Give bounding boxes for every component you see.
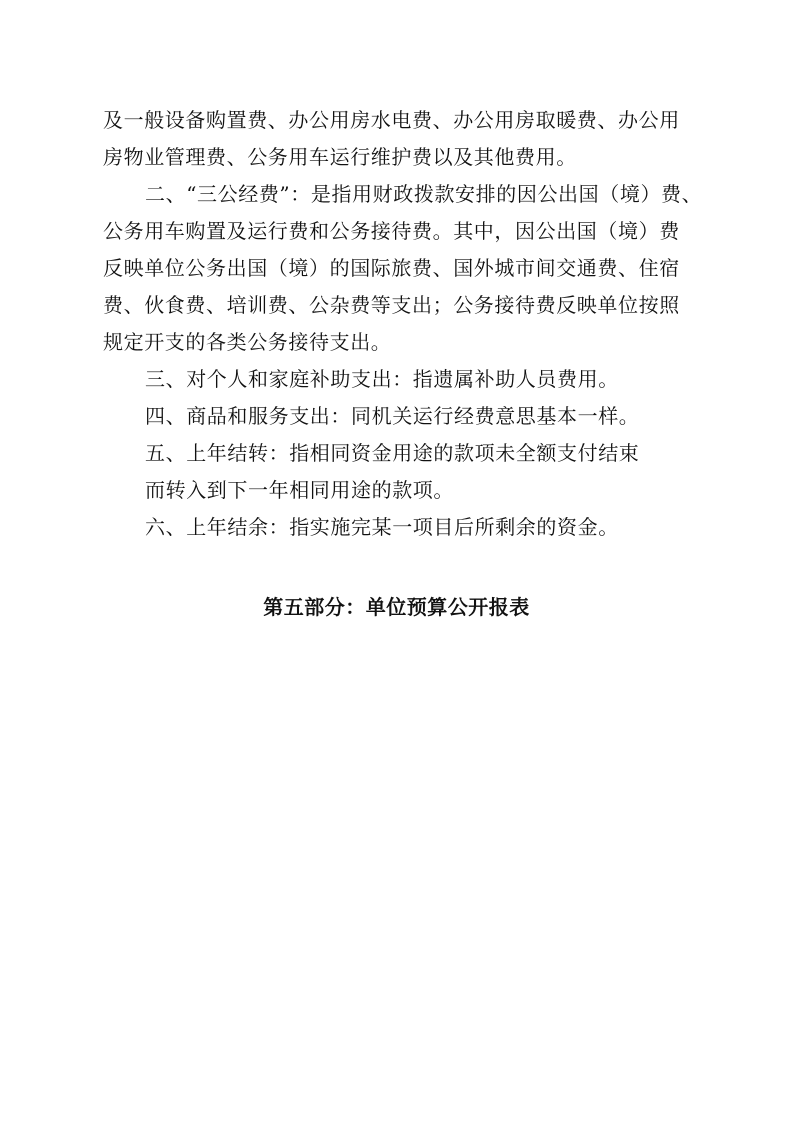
paragraph-line: 费、伙食费、培训费、公杂费等支出；公务接待费反映单位按照	[103, 293, 680, 317]
body-text	[103, 102, 703, 546]
paragraph-line: 及一般设备购置费、办公用房水电费、办公用房取暖费、办公用	[103, 108, 680, 132]
paragraph-line: 公务用车购置及运行费和公务接待费。其中，因公出国（境）费	[103, 219, 680, 243]
paragraph-line: 房物业管理费、公务用车运行维护费以及其他费用。	[103, 145, 577, 169]
paragraph-line: 五、上年结转：指相同资金用途的款项未全额支付结束	[145, 441, 640, 465]
paragraph-line: 规定开支的各类公务接待支出。	[103, 330, 392, 354]
paragraph-line: 反映单位公务出国（境）的国际旅费、国外城市间交通费、住宿	[103, 256, 680, 280]
paragraph-line: 二、“三公经费”：是指用财政拨款安排的因公出国（境）费、	[145, 182, 703, 206]
paragraph-line: 三、对个人和家庭补助支出：指遗属补助人员费用。	[145, 367, 619, 391]
paragraph-line: 而转入到下一年相同用途的款项。	[145, 478, 454, 502]
section-heading: 第五部分：单位预算公开报表	[263, 595, 530, 619]
paragraph-line: 四、商品和服务支出：同机关运行经费意思基本一样。	[145, 404, 640, 428]
paragraph-line: 六、上年结余：指实施完某一项目后所剩余的资金。	[145, 515, 619, 539]
